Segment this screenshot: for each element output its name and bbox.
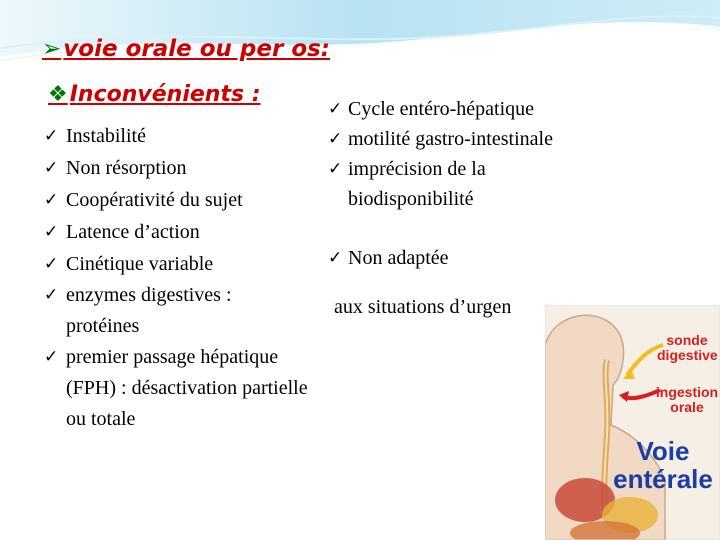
check-icon: ✓	[44, 126, 59, 146]
list-item: ✓ imprécision de la biodisponibilité	[328, 154, 538, 214]
slide-title: ➢voie orale ou per os:	[42, 36, 331, 62]
voie-enterale-label: Voie entérale	[613, 436, 713, 494]
check-icon: ✓	[44, 347, 59, 367]
check-icon: ✓	[44, 222, 59, 242]
check-icon: ✓	[44, 190, 59, 210]
sonde-digestive-label: sonde digestive	[657, 332, 718, 363]
list-item: ✓ Non adaptée	[328, 243, 628, 273]
section-subtitle: ❖Inconvénients :	[48, 82, 261, 107]
check-icon: ✓	[328, 99, 343, 119]
arrow-bullet-icon: ➢	[42, 36, 62, 62]
list-item: ✓ premier passage hépatique (FPH) : désactivation partielle ou totale	[44, 342, 331, 435]
enteral-route-illustration	[545, 305, 720, 540]
list-item: ✓ motilité gastro-intestinale	[328, 124, 628, 154]
list-item: ✓ Coopérativité du sujet	[44, 184, 344, 216]
list-item: ✓ Latence d’action	[44, 216, 344, 248]
check-icon: ✓	[328, 159, 343, 179]
check-icon: ✓	[44, 285, 59, 305]
list-item: ✓ enzymes digestives : protéines	[44, 280, 266, 342]
left-bullet-list	[44, 120, 344, 435]
list-item: ✓ Instabilité	[44, 120, 344, 152]
continuation-text: aux situations d’urgen	[334, 296, 512, 318]
check-icon: ✓	[328, 248, 343, 268]
check-icon: ✓	[44, 254, 59, 274]
right-bullet-list	[328, 94, 628, 273]
ingestion-orale-label: ingestion orale	[655, 384, 719, 415]
check-icon: ✓	[44, 158, 59, 178]
list-item: ✓ Cycle entéro-hépatique	[328, 94, 628, 124]
check-icon: ✓	[328, 129, 343, 149]
list-item: ✓ Non résorption	[44, 152, 344, 184]
list-item: ✓ Cinétique variable	[44, 248, 344, 280]
diamond-bullet-icon: ❖	[48, 82, 68, 107]
